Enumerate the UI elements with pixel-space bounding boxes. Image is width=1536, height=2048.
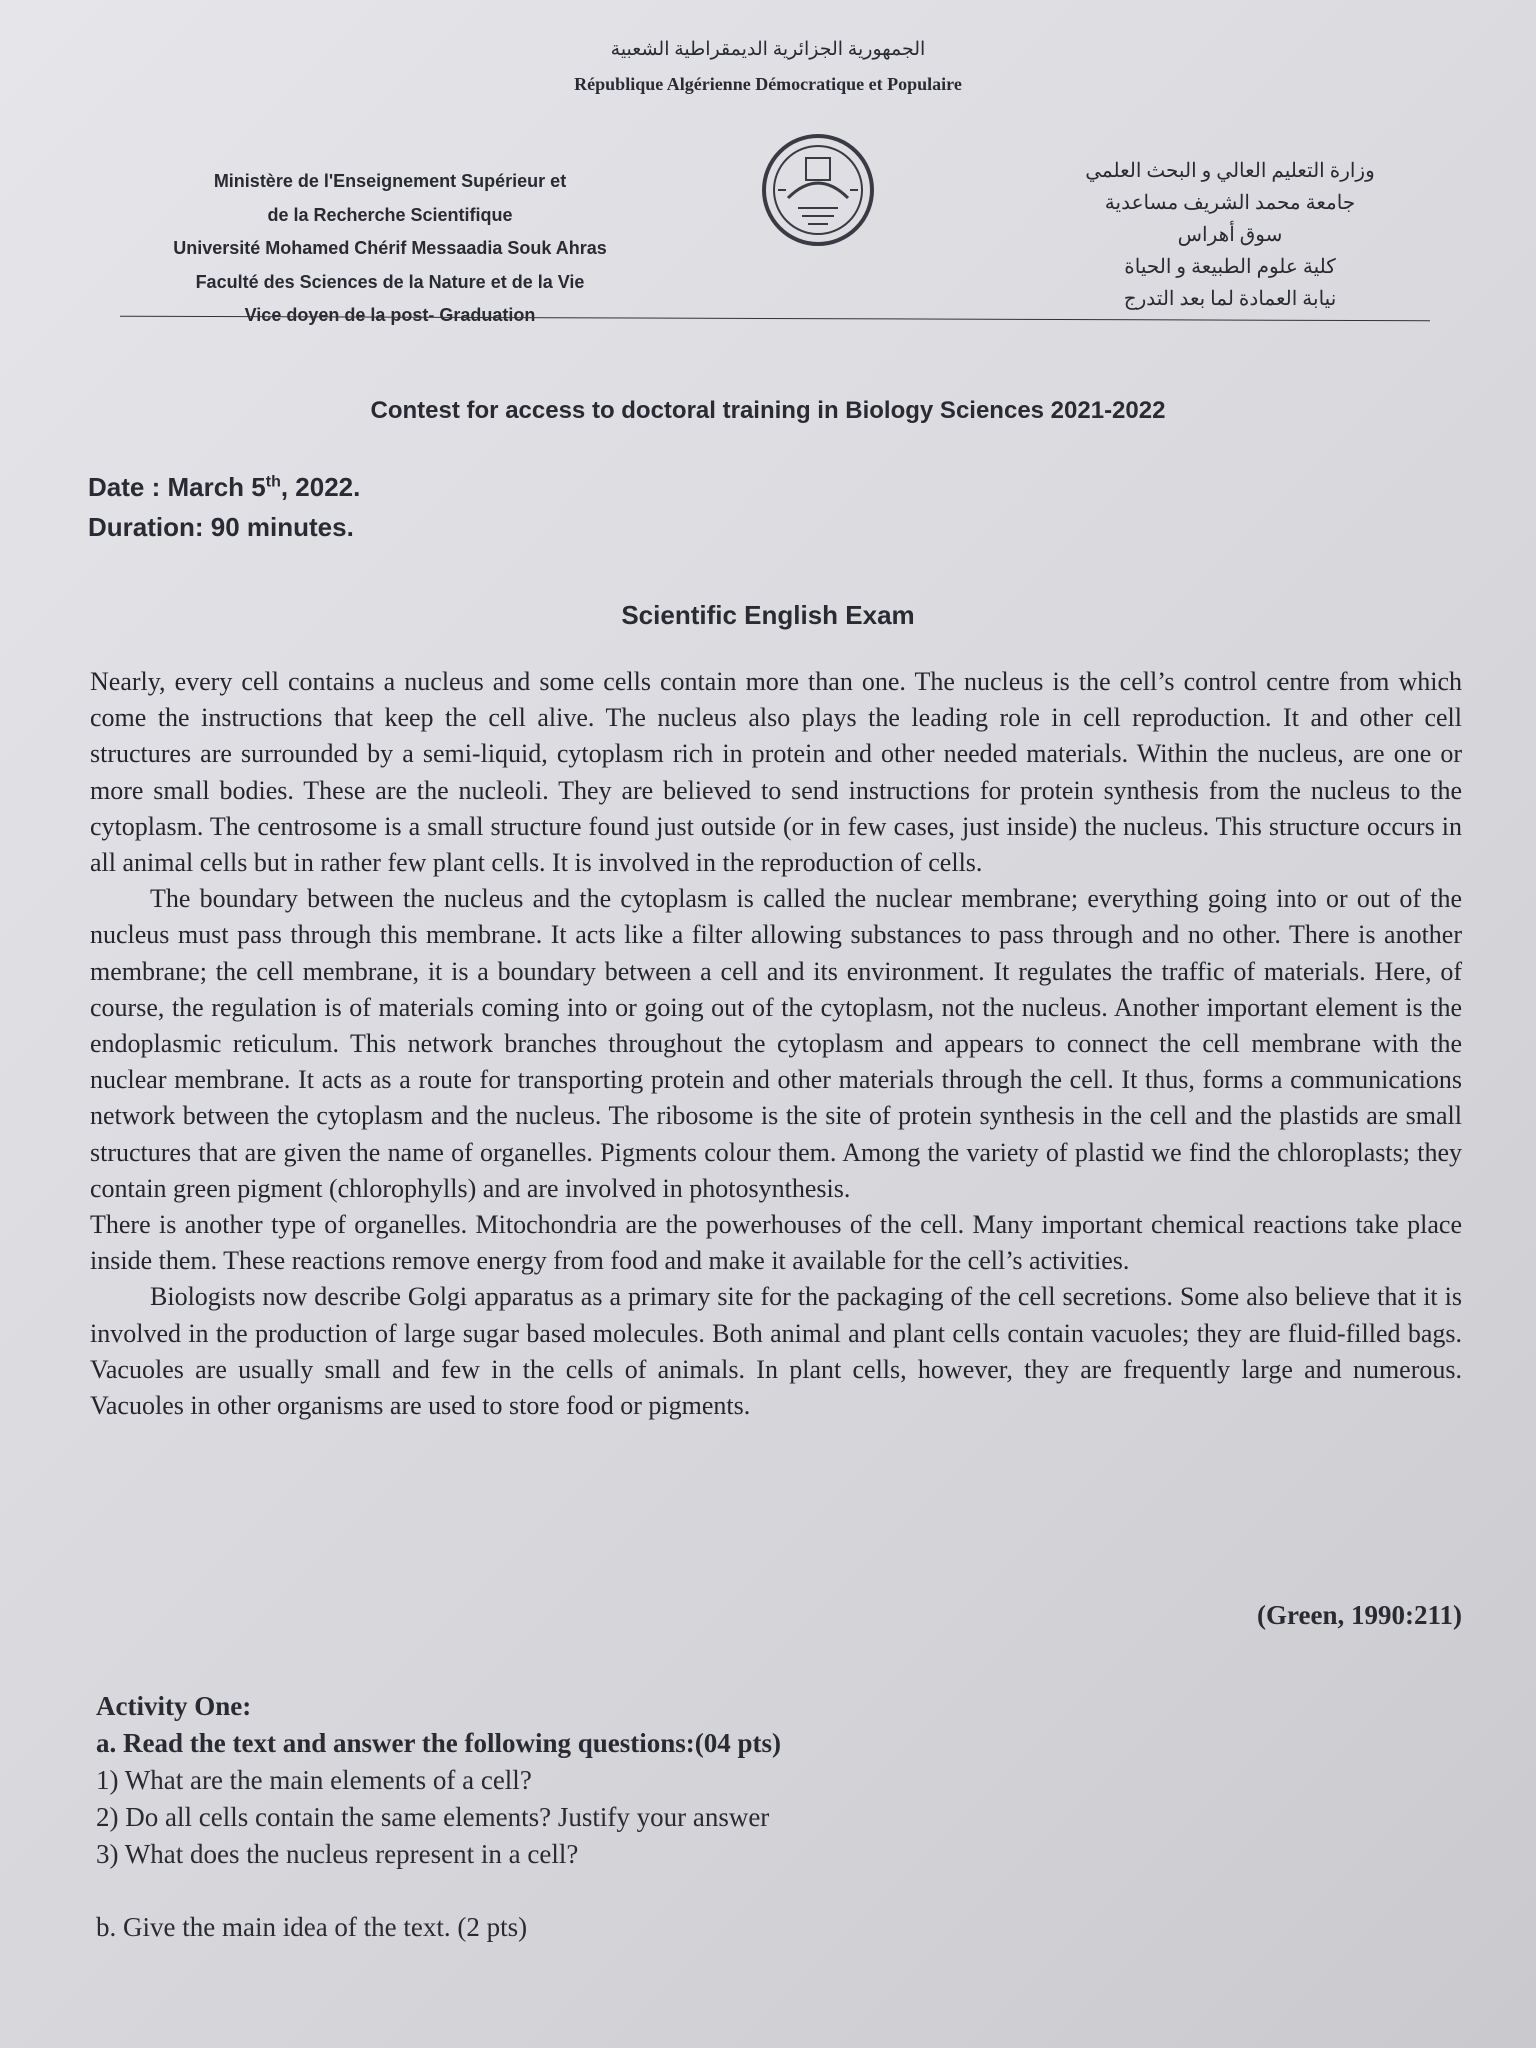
ministry-block-arabic <box>1060 155 1400 315</box>
university-logo <box>758 128 878 248</box>
ministry-line: Ministère de l'Enseignement Supérieur et <box>213 171 567 191</box>
passage-citation: (Green, 1990:211) <box>1257 1600 1462 1630</box>
city-line-ar: سوق أهراس <box>1177 224 1283 246</box>
passage-paragraph: There is another type of organelles. Mitochondria are the powerhouses of the cell. Many important chemical reactions take place inside them. These reactions remove energy from food and make it available for the cell’s activities. <box>90 1210 1462 1276</box>
ministry-block-french <box>130 165 650 333</box>
french-republic-title: République Algérienne Démocratique et Populaire <box>574 74 962 94</box>
question-item: 1) What are the main elements of a cell? <box>96 1765 532 1795</box>
question-item: 3) What does the nucleus represent in a cell? <box>96 1839 579 1869</box>
activity-part-a: a. Read the text and answer the following questions:(04 pts) <box>96 1728 782 1758</box>
date-ordinal: th <box>265 473 281 491</box>
university-line: Université Mohamed Chérif Messaadia Souk Ahras <box>173 238 607 258</box>
date-year: , 2022. <box>280 472 361 502</box>
activity-heading: Activity One: <box>96 1691 252 1721</box>
activity-part-b: b. Give the main idea of the text. (2 pts) <box>96 1912 528 1942</box>
question-item: 2) Do all cells contain the same elements? Justify your answer <box>96 1802 770 1832</box>
university-line-ar: جامعة محمد الشريف مساعدية <box>1104 192 1356 214</box>
faculty-line: Faculté des Sciences de la Nature et de la Vie <box>195 271 585 292</box>
arabic-republic-title: الجمهورية الجزائرية الديمقراطية الشعبية <box>610 39 926 60</box>
contest-title: Contest for access to doctoral training in Biology Sciences 2021-2022 <box>370 397 1166 424</box>
vice-dean-line: Vice doyen de la post- Graduation <box>244 305 536 325</box>
faculty-line-ar: كلية علوم الطبيعة و الحياة <box>1124 256 1336 278</box>
reading-passage <box>90 664 1462 1424</box>
exam-duration: Duration: 90 minutes. <box>88 512 354 542</box>
exam-title: Scientific English Exam <box>621 600 915 630</box>
ministry-line: de la Recherche Scientifique <box>267 204 513 225</box>
vice-dean-line-ar: نيابة العمادة لما بعد التدرج <box>1123 288 1337 310</box>
activity-section <box>96 1688 996 1946</box>
passage-paragraph: The boundary between the nucleus and the cytoplasm is called the nuclear membrane; everything going into or out of the nucleus must pass through this membrane. It acts like a filter allowing substances to pass through and no other. There is another membrane; the cell membrane, it is a boundary between a cell and its environment. It regulates the traffic of materials. Here, of course, the regulation is of materials coming into or going out of the cytoplasm, not the nucleus. Another important element is the endoplasmic reticulum. This network branches throughout the cytoplasm and appears to connect the cell membrane with the nuclear membrane. It acts as a route for transporting protein and other materials through the cell. It thus, forms a communications network between the cytoplasm and the nucleus. The ribosome is the site of protein synthesis in the cell and the plastids are small structures that are given the name of organelles. Pigments colour them. Among the variety of plastid we find the chloroplasts; they contain green pigment (chlorophylls) and are involved in photosynthesis. <box>90 884 1462 1203</box>
passage-paragraph: Biologists now describe Golgi apparatus as a primary site for the packaging of the cell secretions. Some also believe that it is involved in the production of large sugar based molecules. Both animal and plant cells contain vacuoles; they are fluid-filled bags. Vacuoles are usually small and few in the cells of animals. In plant cells, however, they are frequently large and numerous. Vacuoles in other organisms are used to store food or pigments. <box>90 1282 1462 1421</box>
date-label: Date : March 5 <box>88 472 266 502</box>
exam-date <box>88 472 360 503</box>
passage-paragraph: Nearly, every cell contains a nucleus and some cells contain more than one. The nucleus is the cell’s control centre from which come the instructions that keep the cell alive. The nucleus also plays the leading role in cell reproduction. It and other cell structures are surrounded by a semi-liquid, cytoplasm rich in protein and other needed materials. Within the nucleus, are one or more small bodies. These are the nucleoli. They are believed to send instructions for protein synthesis from the nucleus to the cytoplasm. The centrosome is a small structure found just outside (or in few cases, just inside) the nucleus. This structure occurs in all animal cells but in rather few plant cells. It is involved in the reproduction of cells. <box>90 667 1462 878</box>
ministry-line-ar: وزارة التعليم العالي و البحث العلمي <box>1085 160 1375 182</box>
